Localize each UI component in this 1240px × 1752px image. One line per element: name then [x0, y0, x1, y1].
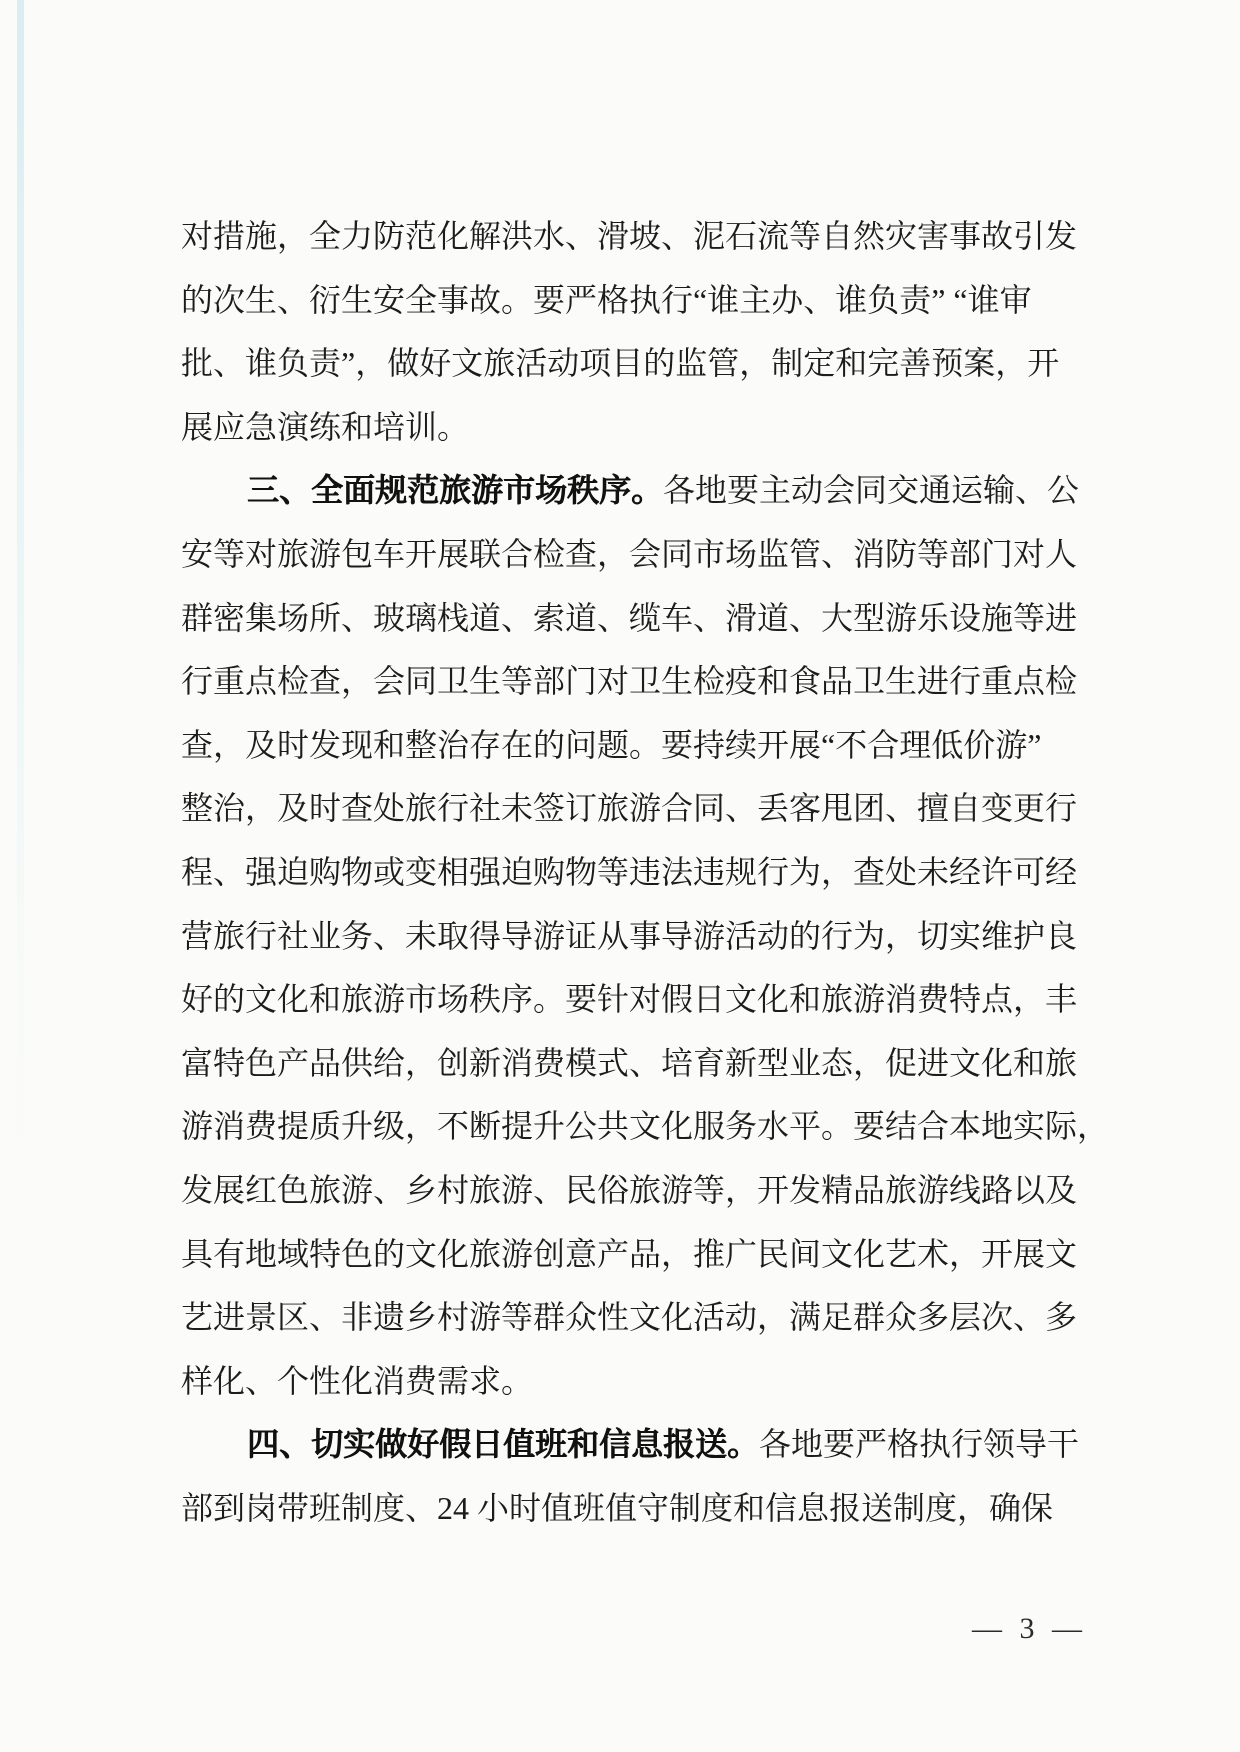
text-line — [181, 269, 1067, 333]
text-line — [181, 1032, 1078, 1096]
line-text: 行重点检查，会同卫生等部门对卫生检疫和食品卫生进行重点检 — [181, 663, 1078, 700]
text-line — [181, 587, 1078, 651]
line-text: 查，及时发现和整治存在的问题。要持续开展“不合理低价游” — [181, 726, 1042, 763]
text-line — [181, 650, 1078, 714]
text-line — [181, 905, 1078, 969]
line-text: 各地要主动会同交通运输、公 — [663, 472, 1080, 509]
text-line — [181, 777, 1078, 841]
text-line — [181, 841, 1078, 905]
text-line — [181, 1223, 1078, 1287]
line-text: 展应急演练和培训。 — [181, 408, 470, 445]
line-text: 整治，及时查处旅行社未签订旅游合同、丢客甩团、擅自变更行 — [181, 790, 1078, 827]
line-text: 艺进景区、非遗乡村游等群众性文化活动，满足群众多层次、多 — [181, 1299, 1078, 1336]
line-text: 样化、个性化消费需求。 — [181, 1362, 534, 1399]
scan-edge-artifact — [17, 0, 24, 1150]
line-text: 富特色产品供给，创新消费模式、培育新型业态，促进文化和旅 — [181, 1044, 1078, 1081]
line-text: 的次生、衍生安全事故。要严格执行“谁主办、谁负责” “谁审 — [181, 281, 1032, 318]
line-text: 程、强迫购物或变相强迫购物等违法违规行为，查处未经许可经 — [181, 853, 1078, 890]
text-line — [181, 332, 1067, 396]
line-text: 安等对旅游包车开展联合检查，会同市场监管、消防等部门对人 — [181, 535, 1078, 572]
line-text: 批、谁负责”，做好文旅活动项目的监管，制定和完善预案，开 — [181, 345, 1060, 382]
text-line — [181, 396, 1067, 460]
section-heading: 三、全面规范旅游市场秩序。 — [247, 472, 664, 509]
section-heading: 四、切实做好假日值班和信息报送。 — [247, 1426, 760, 1463]
text-line — [181, 1095, 1110, 1159]
text-line — [181, 523, 1078, 587]
line-text: 营旅行社业务、未取得导游证从事导游活动的行为，切实维护良 — [181, 917, 1078, 954]
text-line — [181, 968, 1078, 1032]
line-text: 群密集场所、玻璃栈道、索道、缆车、滑道、大型游乐设施等进 — [181, 599, 1078, 636]
text-line — [181, 1350, 1067, 1414]
page-number: — 3 — — [972, 1612, 1087, 1645]
line-text: 发展红色旅游、乡村旅游、民俗旅游等，开发精品旅游线路以及 — [181, 1171, 1078, 1208]
line-text: 具有地域特色的文化旅游创意产品，推广民间文化艺术，开展文 — [181, 1235, 1078, 1272]
line-text: 各地要严格执行领导干 — [759, 1426, 1080, 1463]
line-text: 对措施，全力防范化解洪水、滑坡、泥石流等自然灾害事故引发 — [181, 218, 1078, 254]
text-line — [181, 1286, 1078, 1350]
text-line — [181, 205, 1078, 269]
document-body — [181, 205, 1110, 1540]
text-line — [181, 459, 1080, 523]
text-line — [181, 1413, 1080, 1477]
line-text: 部到岗带班制度、24 小时值班值守制度和信息报送制度，确保 — [181, 1489, 1054, 1526]
text-line — [181, 1477, 1067, 1541]
text-line — [181, 1159, 1078, 1223]
line-text: 游消费提质升级，不断提升公共文化服务水平。要结合本地实际， — [181, 1108, 1110, 1145]
text-line — [181, 714, 1067, 778]
line-text: 好的文化和旅游市场秩序。要针对假日文化和旅游消费特点，丰 — [181, 981, 1078, 1018]
